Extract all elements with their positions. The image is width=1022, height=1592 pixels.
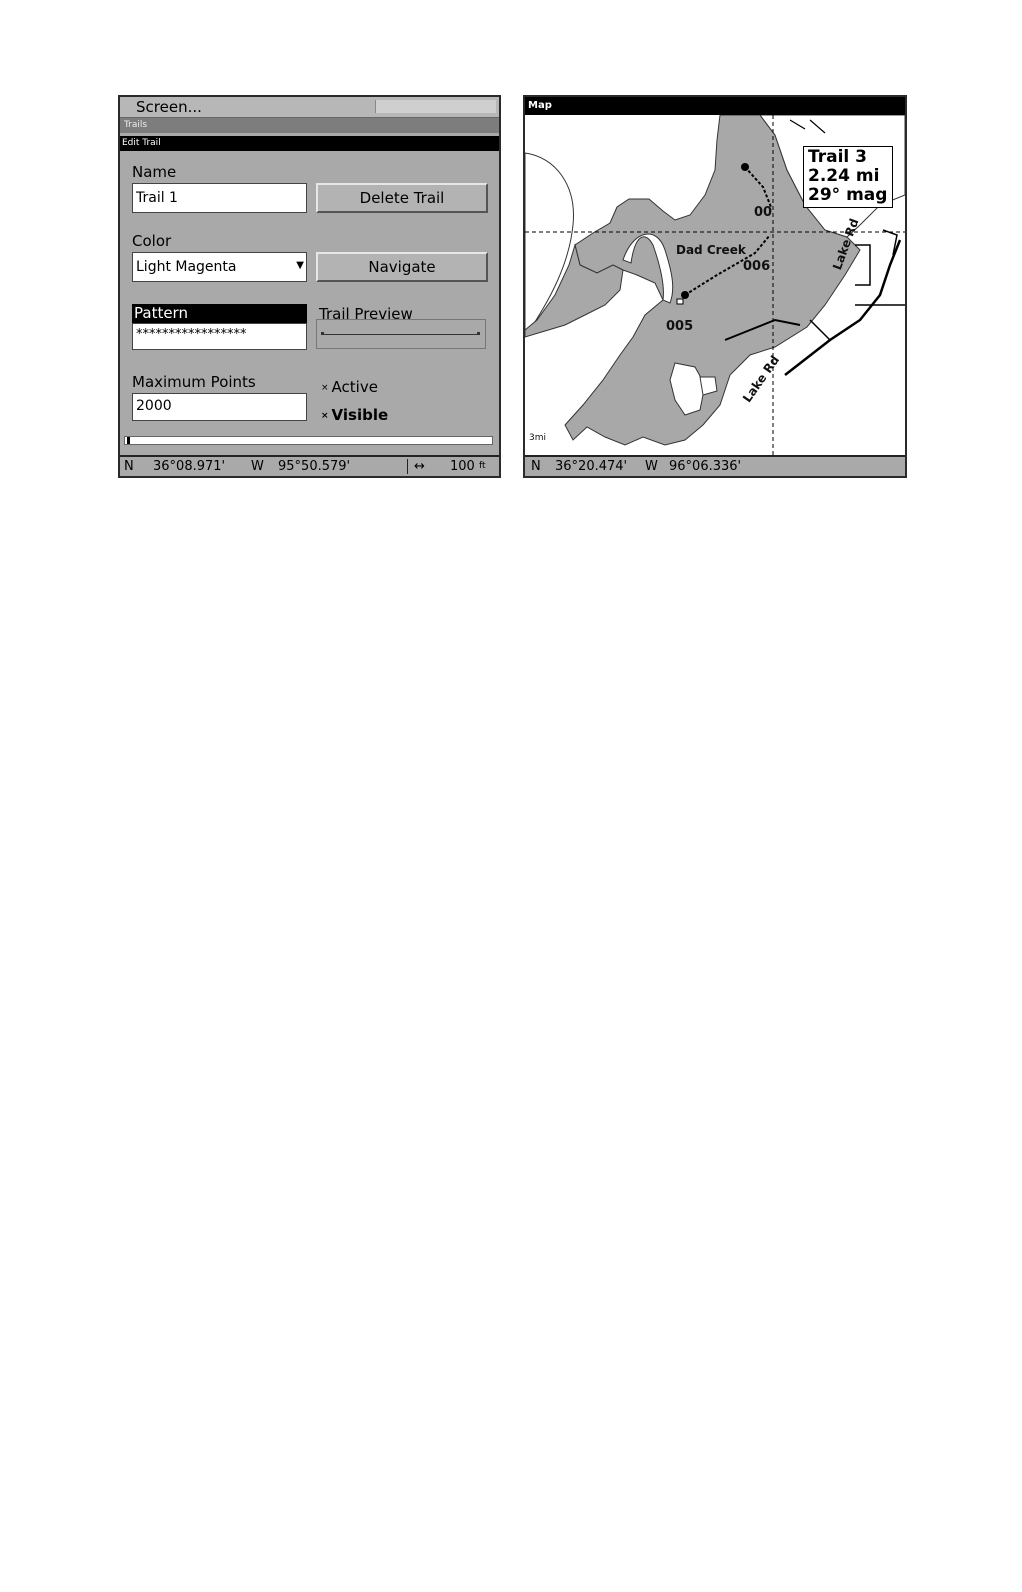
map-title: Map bbox=[525, 97, 905, 115]
preview-end-dot bbox=[477, 332, 480, 335]
road-label-lake-rd: Lake Rd bbox=[830, 216, 862, 272]
trail-preview bbox=[316, 319, 486, 349]
color-label: Color bbox=[132, 232, 172, 250]
navigate-button[interactable]: Navigate bbox=[316, 252, 488, 282]
lat-hemisphere: N bbox=[531, 459, 541, 474]
pattern-label: Pattern bbox=[132, 304, 307, 323]
zoom-level: 100 bbox=[450, 459, 475, 474]
active-checkbox[interactable] bbox=[321, 378, 378, 397]
double-arrow-icon: ↔ bbox=[414, 459, 425, 474]
active-label: Active bbox=[331, 378, 378, 396]
road-label-lake-rd-2: Lake Rd bbox=[740, 353, 783, 406]
edit-trail-screen bbox=[118, 95, 501, 478]
delete-trail-button[interactable]: Delete Trail bbox=[316, 183, 488, 213]
latitude: 36°08.971' bbox=[153, 459, 226, 474]
trail-preview-label: Trail Preview bbox=[319, 305, 413, 323]
longitude: 95°50.579' bbox=[278, 459, 351, 474]
visible-label: Visible bbox=[331, 406, 389, 424]
road bbox=[810, 320, 830, 340]
max-points-label: Maximum Points bbox=[132, 373, 256, 391]
lat-hemisphere: N bbox=[124, 459, 134, 474]
check-icon: × bbox=[321, 410, 329, 421]
edit-trail-title: Edit Trail bbox=[120, 136, 499, 151]
trail-distance: 2.24 mi bbox=[808, 166, 880, 186]
lon-hemisphere: W bbox=[251, 459, 264, 474]
visible-checkbox[interactable] bbox=[321, 406, 388, 425]
latitude: 36°20.474' bbox=[555, 459, 628, 474]
menu-bar bbox=[120, 97, 499, 118]
waypoint-label-00[interactable]: 00 bbox=[754, 205, 773, 220]
status-bar bbox=[120, 455, 499, 478]
scroll-thumb[interactable] bbox=[127, 437, 130, 444]
status-divider bbox=[407, 459, 408, 474]
waypoint-marker bbox=[677, 299, 683, 304]
check-icon: × bbox=[321, 382, 329, 393]
color-value: Light Magenta bbox=[136, 259, 237, 275]
trail-start-dot bbox=[681, 291, 689, 299]
lon-hemisphere: W bbox=[645, 459, 658, 474]
waypoint-label-005[interactable]: 005 bbox=[666, 319, 694, 334]
scrollbar[interactable] bbox=[124, 436, 493, 445]
color-select[interactable] bbox=[132, 252, 307, 282]
longitude: 96°06.336' bbox=[669, 459, 742, 474]
trails-title: Trails bbox=[120, 118, 499, 133]
preview-line bbox=[322, 334, 480, 335]
screen-menu[interactable]: Screen... bbox=[136, 98, 202, 116]
trail-name: Trail 3 bbox=[808, 147, 867, 167]
menu-blank-area bbox=[375, 100, 496, 113]
zoom-unit: ft bbox=[479, 461, 486, 471]
waypoint-label-006[interactable]: 006 bbox=[743, 259, 771, 274]
name-label: Name bbox=[132, 163, 177, 181]
pattern-field[interactable]: ***************** bbox=[132, 323, 307, 350]
name-field[interactable]: Trail 1 bbox=[132, 183, 307, 213]
trail-info-box bbox=[803, 146, 893, 208]
trail-bearing: 29° mag bbox=[808, 185, 888, 205]
max-points-field[interactable]: 2000 bbox=[132, 393, 307, 421]
scale-label: 3mi bbox=[529, 433, 546, 443]
map-screen bbox=[523, 95, 907, 478]
creek-label: Dad Creek bbox=[676, 243, 746, 257]
trail-end-dot bbox=[741, 163, 749, 171]
map-status-bar bbox=[525, 455, 905, 478]
preview-start-dot bbox=[321, 332, 324, 335]
chevron-down-icon[interactable]: ▼ bbox=[296, 260, 304, 271]
